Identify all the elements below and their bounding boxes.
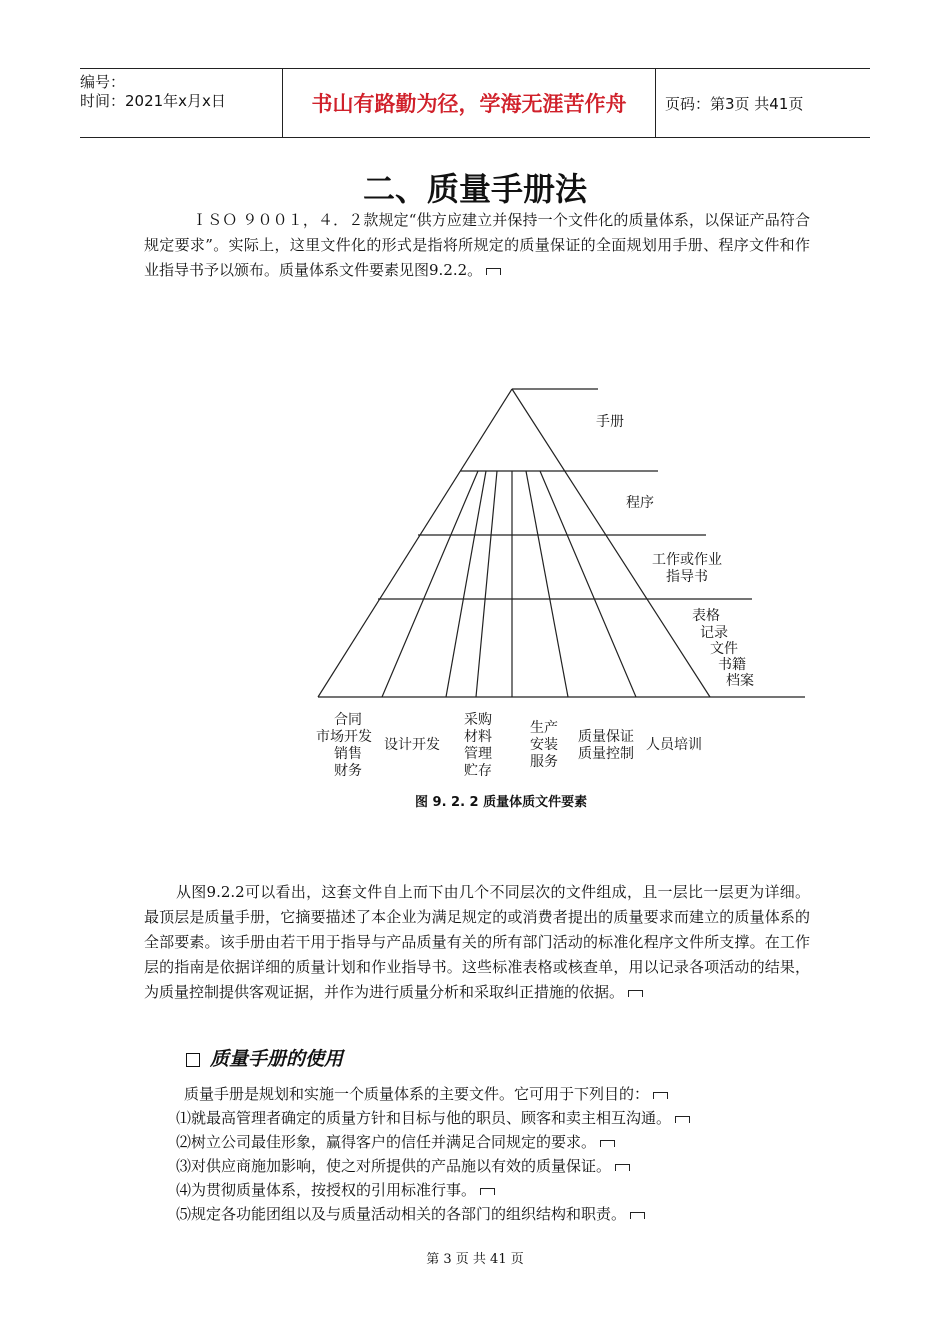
paragraph-mark-icon [480, 1188, 495, 1195]
level-label: 表格 [692, 608, 720, 624]
level-labels [596, 414, 754, 689]
figure-caption: 图 9. 2. 2 质量体质文件要素 [415, 795, 588, 810]
column-label: 销售 [334, 746, 362, 762]
column-label: 设计开发 [384, 737, 440, 753]
column-label: 服务 [530, 754, 558, 770]
section-heading [186, 1044, 343, 1071]
column-label: 市场开发 [316, 729, 372, 745]
column-label: 质量保证 [578, 729, 634, 745]
list-item: ⑶对供应商施加影响，使之对所提供的产品施以有效的质量保证。 [176, 1154, 816, 1178]
level-label: 工作或作业 [652, 552, 722, 568]
list-item: ⑷为贯彻质量体系，按授权的引用标准行事。 [176, 1178, 816, 1202]
page-title: 二、质量手册法 [362, 170, 587, 208]
column-label: 贮存 [464, 763, 492, 779]
list-item: 质量手册是规划和实施一个质量体系的主要文件。它可用于下列目的： [176, 1082, 816, 1106]
column-label: 合同 [334, 712, 362, 728]
column-label: 财务 [334, 763, 362, 779]
column-label: 生产 [530, 720, 558, 736]
section-title: 质量手册的使用 [210, 1048, 344, 1070]
page-footer: 第 3 页 共 41 页 [426, 1252, 524, 1267]
level-label: 程序 [626, 495, 654, 511]
motto: 书山有路勤为径，学海无涯苦作舟 [282, 69, 656, 137]
number-label: 编号： [80, 73, 126, 91]
usage-list [176, 1082, 816, 1226]
column-label: 安装 [530, 737, 558, 753]
paragraph-mark-icon [653, 1092, 668, 1099]
page-label: 页码：第3页 共41页 [665, 94, 804, 113]
level-label: 记录 [700, 625, 728, 641]
body-paragraph [144, 880, 810, 1005]
level-label: 档案 [726, 673, 754, 689]
column-label: 质量控制 [578, 746, 634, 762]
list-item: ⑸规定各功能团组以及与质量活动相关的各部门的组织结构和职责。 [176, 1202, 816, 1226]
body-text: 从图9.2.2可以看出，这套文件自上而下由几个不同层次的文件组成，且一层比一层更为详细。最顶层是质量手册，它摘要描述了本企业为满足规定的或消费者提出的质量要求而建立的质量体系的全部要素。该手册由若干用于指导与产品质量有关的所有部门活动的标准化程序文件所支撑。在工作层的指南是依据详细的质量计划和作业指导书。这些标准表格或核查单，用以记录各项活动的结果，为质量控制提供客观证据，并作为进行质量分析和采取纠正措施的依据。 [144, 883, 810, 1001]
level-label: 手册 [596, 414, 624, 430]
paragraph-mark-icon [486, 268, 501, 275]
intro-text: ＩＳＯ ９００１，４．２款规定“供方应建立并保持一个文件化的质量体系，以保证产品符合规定要求”。实际上，这里文件化的形式是指将所规定的质量保证的全面规划用手册、程序文件和作业指导书予以颁布。质量体系文件要素见图9.2.2。 [144, 211, 810, 279]
intro-paragraph [144, 208, 810, 283]
level-label: 指导书 [666, 569, 708, 585]
column-label: 材料 [464, 729, 492, 745]
header-table [80, 68, 870, 138]
quality-doc-pyramid-figure [300, 380, 820, 820]
column-label: 管理 [464, 746, 492, 762]
checkbox-bullet-icon [186, 1053, 200, 1067]
header-meta [80, 69, 282, 141]
time-label: 时间：2021年x月x日 [80, 92, 226, 110]
paragraph-mark-icon [615, 1164, 630, 1171]
paragraph-mark-icon [628, 990, 643, 997]
paragraph-mark-icon [630, 1212, 645, 1219]
column-label: 人员培训 [646, 737, 702, 753]
list-item: ⑵树立公司最佳形象，赢得客户的信任并满足合同规定的要求。 [176, 1130, 816, 1154]
column-label: 采购 [464, 712, 492, 728]
paragraph-mark-icon [675, 1116, 690, 1123]
paragraph-mark-icon [600, 1140, 615, 1147]
level-label: 文件 [710, 641, 738, 657]
list-item: ⑴就最高管理者确定的质量方针和目标与他的职员、顾客和卖主相互沟通。 [176, 1106, 816, 1130]
level-label: 书籍 [718, 657, 746, 673]
column-labels [316, 712, 702, 779]
